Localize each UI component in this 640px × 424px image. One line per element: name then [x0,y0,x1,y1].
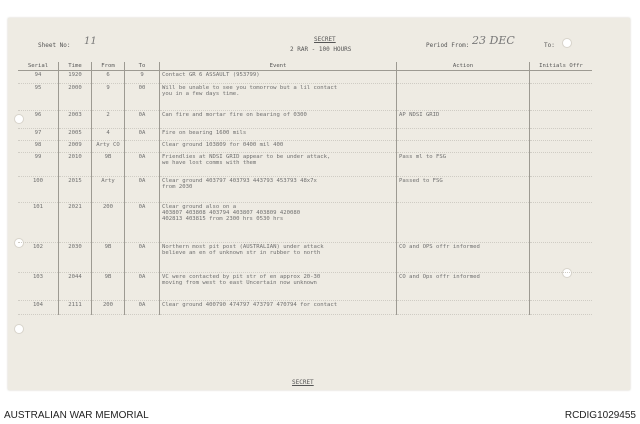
time-cell: 2111 [59,301,92,315]
event-cell: VC were contacted by pit str of en approx 20-30 moving from west to east Uncertain now unknown [160,273,397,301]
to-cell: 0A [125,243,160,273]
initials-cell [530,84,593,111]
event-cell: Friendlies at NDSI GRID appear to be under attack, we have lost comms with them [160,153,397,177]
event-cell: Clear ground also on a 403807 403808 403794 403807 403809 420080 402813 403815 from 2300 hrs 0530 hrs [160,203,397,243]
time-cell: 2021 [59,203,92,243]
serial-cell: 100 [18,177,59,203]
from-cell: 9B [92,273,125,301]
action-cell: Passed to FSG [397,177,530,203]
serial-cell: 96 [18,111,59,129]
serial-cell: 104 [18,301,59,315]
to-cell: 0A [125,273,160,301]
serial-cell: 95 [18,84,59,111]
action-cell [397,141,530,153]
serial-cell: 97 [18,129,59,141]
initials-cell [530,243,593,273]
initials-cell [530,141,593,153]
action-cell: CO and OPS offr informed [397,243,530,273]
to-cell: 0A [125,111,160,129]
action-cell [397,301,530,315]
event-cell: Fire on bearing 1600 mils [160,129,397,141]
table-row [18,84,592,111]
to-cell: 0A [125,129,160,141]
action-cell [397,84,530,111]
table-header-row [18,62,592,71]
from-cell: 9B [92,243,125,273]
col-event-header: Event [160,62,397,71]
table-row [18,301,592,315]
archive-credit: AUSTRALIAN WAR MEMORIAL [4,410,149,421]
to-cell: 0A [125,177,160,203]
serial-cell: 101 [18,203,59,243]
period-from-value: 23 DEC [472,34,515,47]
initials-cell [530,301,593,315]
to-cell: 9 [125,71,160,84]
action-cell [397,129,530,141]
initials-cell [530,177,593,203]
period-from-label: Period From: [426,42,470,49]
time-cell: 1920 [59,71,92,84]
to-cell: 00 [125,84,160,111]
to-cell [125,141,160,153]
action-cell [397,71,530,84]
archive-id: RCDIG1029455 [564,410,636,421]
to-cell: 0A [125,153,160,177]
event-cell: Will be unable to see you tomorrow but a lil contact you in a few days time. [160,84,397,111]
table-row [18,71,592,84]
event-cell: Can fire and mortar fire on bearing of 0300 [160,111,397,129]
table-row [18,177,592,203]
to-cell: 0A [125,301,160,315]
from-cell: 200 [92,301,125,315]
event-cell: Contact GR 6 ASSAULT (953799) [160,71,397,84]
col-serial-header: Serial [18,62,59,71]
event-cell: Clear ground 403797 403793 443793 453793 48x7x from 2030 [160,177,397,203]
col-time-header: Time [59,62,92,71]
from-cell: 4 [92,129,125,141]
classification-heading: SECRET [314,36,336,43]
table-row [18,129,592,141]
from-cell: Arty CO [92,141,125,153]
action-cell: CO and Ops offr informed [397,273,530,301]
period-to-label: To: [544,42,555,49]
initials-cell [530,203,593,243]
initials-cell [530,111,593,129]
action-cell [397,203,530,243]
from-cell: 200 [92,203,125,243]
col-initials-header: Initials Offr [530,62,593,71]
initials-cell [530,153,593,177]
from-cell: 6 [92,71,125,84]
initials-cell [530,71,593,84]
action-cell: Pass ml to FSG [397,153,530,177]
punch-hole [14,324,24,334]
table-row [18,141,592,153]
time-cell: 2005 [59,129,92,141]
footer-classification: SECRET [292,379,314,386]
event-cell: Clear ground 400790 474797 473797 470794 for contact [160,301,397,315]
war-diary-sheet [8,18,630,390]
action-cell: AP NDSI GRID [397,111,530,129]
time-cell: 2003 [59,111,92,129]
time-cell: 2010 [59,153,92,177]
from-cell: Arty [92,177,125,203]
time-cell: 2015 [59,177,92,203]
from-cell: 9 [92,84,125,111]
unit-heading: 2 RAR - 100 HOURS [290,46,352,53]
initials-cell [530,129,593,141]
sheet-no-label: Sheet No: [38,42,71,49]
table-row [18,111,592,129]
time-cell: 2044 [59,273,92,301]
serial-cell: 98 [18,141,59,153]
event-log-table [18,62,592,315]
col-action-header: Action [397,62,530,71]
serial-cell: 99 [18,153,59,177]
from-cell: 2 [92,111,125,129]
punch-hole [562,38,572,48]
table-row [18,243,592,273]
time-cell: 2030 [59,243,92,273]
sheet-no-value: 11 [84,36,97,47]
to-cell: 0A [125,203,160,243]
event-cell: Clear ground 103809 for 0400 mil 400 [160,141,397,153]
time-cell: 2000 [59,84,92,111]
initials-cell [530,273,593,301]
col-from-header: From [92,62,125,71]
serial-cell: 103 [18,273,59,301]
event-cell: Northern most pit post (AUSTRALIAN) under attack believe an en of unknown str in rubber to north [160,243,397,273]
serial-cell: 102 [18,243,59,273]
table-row [18,203,592,243]
col-to-header: To [125,62,160,71]
time-cell: 2009 [59,141,92,153]
table-row [18,273,592,301]
table-row [18,153,592,177]
from-cell: 9B [92,153,125,177]
serial-cell: 94 [18,71,59,84]
